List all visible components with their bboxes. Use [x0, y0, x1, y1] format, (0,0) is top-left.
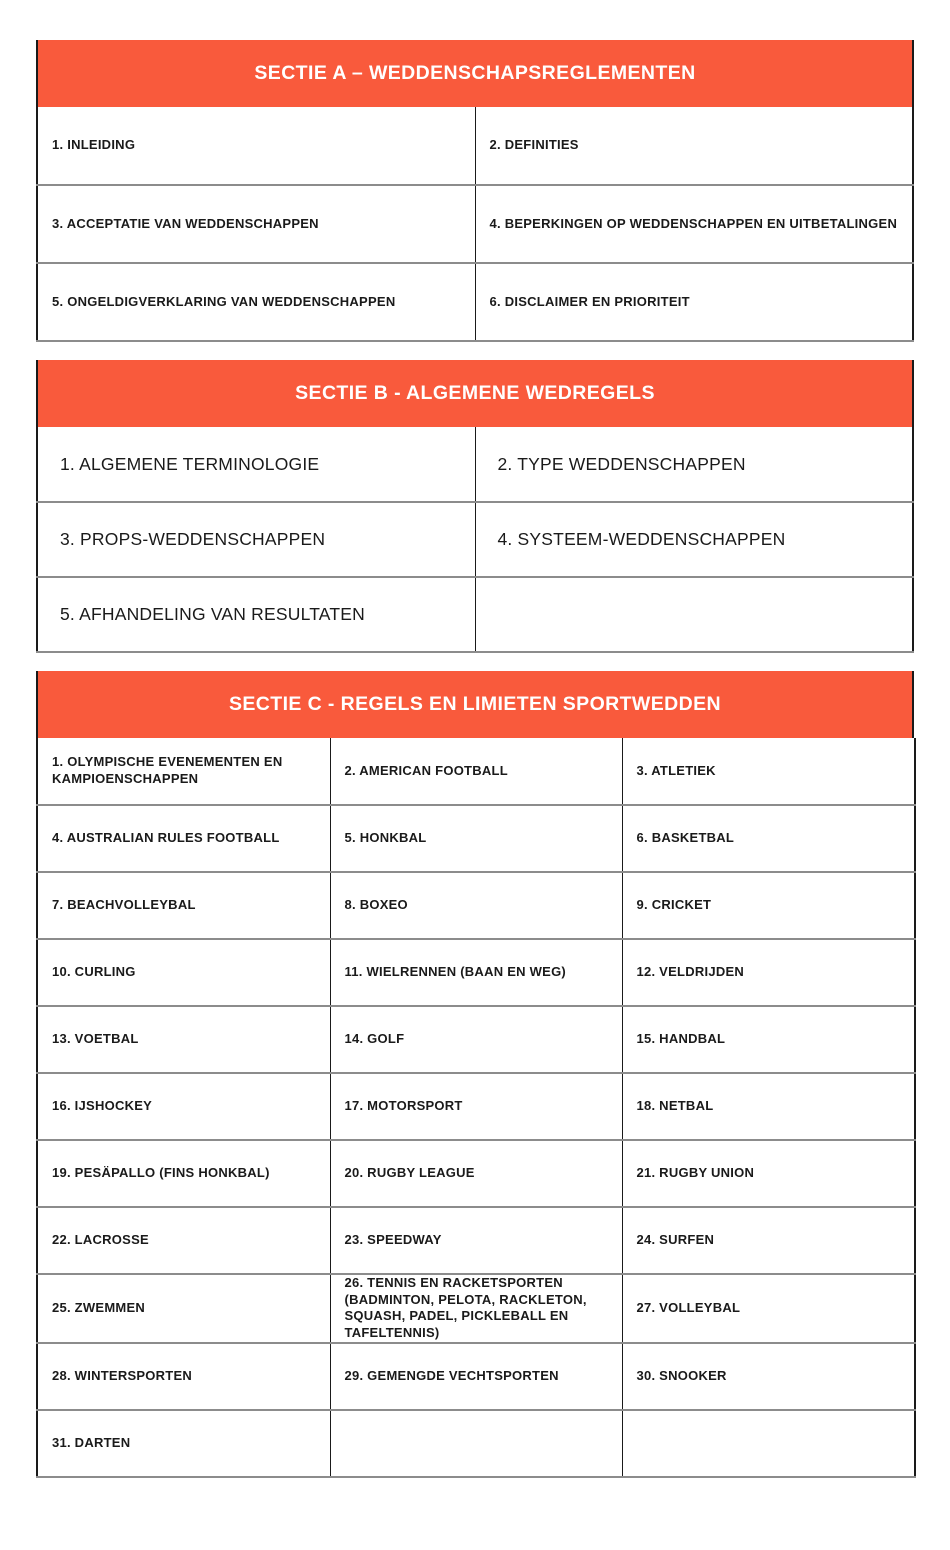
section-a-item-2[interactable] — [475, 107, 913, 185]
table-row — [37, 107, 913, 185]
section-a-item-1[interactable] — [37, 107, 475, 185]
cell-label: 7. BEACHVOLLEYBAL — [52, 897, 196, 913]
cell-label: 1. OLYMPISCHE EVENEMENTEN EN KAMPIOENSCHAPPEN — [52, 754, 283, 786]
cell-label: 3. PROPS-WEDDENSCHAPPEN — [60, 529, 326, 550]
table-row — [37, 577, 913, 652]
cell-label: 10. CURLING — [52, 964, 136, 980]
section-c-item-12[interactable] — [622, 939, 915, 1006]
section-b-item-empty — [475, 577, 913, 652]
cell-label: 15. HANDBAL — [636, 1031, 726, 1047]
table-row — [37, 185, 913, 263]
cell-label: 20. RUGBY LEAGUE — [344, 1165, 475, 1181]
table-row — [37, 1274, 915, 1343]
section-c-item-9[interactable] — [622, 872, 915, 939]
table-row — [37, 1073, 915, 1140]
cell-label: 21. RUGBY UNION — [636, 1165, 755, 1181]
section-a-item-3[interactable] — [37, 185, 475, 263]
cell-label: 13. VOETBAL — [52, 1031, 139, 1047]
table-row — [37, 1343, 915, 1410]
cell-label: 2. DEFINITIES — [489, 137, 579, 153]
section-c-item-29[interactable] — [330, 1343, 622, 1410]
section-c-item-4[interactable] — [37, 805, 330, 872]
section-c-item-7[interactable] — [37, 872, 330, 939]
cell-label: 6. BASKETBAL — [636, 830, 735, 846]
table-row — [37, 939, 915, 1006]
section-c-item-27[interactable] — [622, 1274, 915, 1343]
section-c-item-17[interactable] — [330, 1073, 622, 1140]
section-c-item-30[interactable] — [622, 1343, 915, 1410]
cell-label: 31. DARTEN — [52, 1434, 131, 1450]
cell-label: 3. ACCEPTATIE VAN WEDDENSCHAPPEN — [52, 215, 319, 231]
section-a-header: SECTIE A – WEDDENSCHAPSREGLEMENTEN — [36, 40, 914, 107]
table-row — [37, 502, 913, 577]
cell-label: 9. CRICKET — [636, 897, 712, 913]
section-c-item-5[interactable] — [330, 805, 622, 872]
section-c-item-21[interactable] — [622, 1140, 915, 1207]
section-c-item-1[interactable] — [37, 738, 330, 805]
table-row — [37, 805, 915, 872]
cell-label: 18. NETBAL — [636, 1098, 714, 1114]
section-c-item-empty-2 — [622, 1410, 915, 1477]
section-c-item-20[interactable] — [330, 1140, 622, 1207]
section-c-item-25[interactable] — [37, 1274, 330, 1343]
cell-label: 1. INLEIDING — [52, 137, 136, 153]
section-c-item-24[interactable] — [622, 1207, 915, 1274]
cell-label: 4. AUSTRALIAN RULES FOOTBALL — [52, 830, 280, 846]
section-a — [36, 40, 914, 342]
cell-label: 29. GEMENGDE VECHTSPORTEN — [344, 1367, 559, 1383]
cell-label: 8. BOXEO — [344, 897, 408, 913]
section-b-item-5[interactable] — [37, 577, 475, 652]
cell-label: 27. VOLLEYBAL — [636, 1299, 741, 1315]
section-c-item-14[interactable] — [330, 1006, 622, 1073]
section-c-item-13[interactable] — [37, 1006, 330, 1073]
section-a-item-6[interactable] — [475, 263, 913, 341]
section-c-item-22[interactable] — [37, 1207, 330, 1274]
section-b-item-2[interactable] — [475, 427, 913, 502]
table-row — [37, 1006, 915, 1073]
cell-label: 5. AFHANDELING VAN RESULTATEN — [60, 604, 365, 625]
section-c-item-26[interactable] — [330, 1274, 622, 1343]
section-c-header: SECTIE C - REGELS EN LIMIETEN SPORTWEDDEN — [36, 671, 914, 738]
section-c-item-23[interactable] — [330, 1207, 622, 1274]
cell-label: 5. HONKBAL — [344, 830, 427, 846]
section-c-item-19[interactable] — [37, 1140, 330, 1207]
section-c-item-18[interactable] — [622, 1073, 915, 1140]
cell-label: 16. IJSHOCKEY — [52, 1098, 153, 1114]
section-c-item-8[interactable] — [330, 872, 622, 939]
cell-label: 23. SPEEDWAY — [344, 1232, 442, 1248]
section-a-table — [36, 107, 914, 342]
table-row — [37, 263, 913, 341]
cell-label: 12. VELDRIJDEN — [636, 964, 745, 980]
section-b-header: SECTIE B - ALGEMENE WEDREGELS — [36, 360, 914, 427]
cell-label: 11. WIELRENNEN (BAAN EN WEG) — [344, 964, 567, 980]
table-row — [37, 427, 913, 502]
section-c — [36, 671, 914, 1478]
cell-label: 30. SNOOKER — [636, 1367, 727, 1383]
section-b-item-4[interactable] — [475, 502, 913, 577]
cell-label: 6. DISCLAIMER EN PRIORITEIT — [489, 293, 690, 309]
cell-label: 4. BEPERKINGEN OP WEDDENSCHAPPEN EN UITBETALINGEN — [489, 215, 898, 231]
section-c-item-2[interactable] — [330, 738, 622, 805]
section-c-item-28[interactable] — [37, 1343, 330, 1410]
section-c-item-31[interactable] — [37, 1410, 330, 1477]
section-b-item-1[interactable] — [37, 427, 475, 502]
section-a-item-5[interactable] — [37, 263, 475, 341]
cell-label: 25. ZWEMMEN — [52, 1299, 146, 1315]
section-c-item-6[interactable] — [622, 805, 915, 872]
cell-label: 14. GOLF — [344, 1031, 405, 1047]
section-c-item-11[interactable] — [330, 939, 622, 1006]
section-b — [36, 360, 914, 653]
cell-label: 24. SURFEN — [636, 1232, 715, 1248]
cell-label: 3. ATLETIEK — [636, 762, 716, 778]
section-c-item-empty-1 — [330, 1410, 622, 1477]
table-row — [37, 1207, 915, 1274]
cell-label: 26. TENNIS EN RACKETSPORTEN (BADMINTON, PELOTA, RACKLETON, SQUASH, PADEL, PICKLEBALL EN TAFELTENNIS) — [344, 1275, 587, 1340]
table-row — [37, 1410, 915, 1477]
table-row — [37, 872, 915, 939]
cell-label: 28. WINTERSPORTEN — [52, 1367, 193, 1383]
section-b-table — [36, 427, 914, 653]
section-c-item-15[interactable] — [622, 1006, 915, 1073]
section-c-item-10[interactable] — [37, 939, 330, 1006]
table-row — [37, 738, 915, 805]
cell-label: 17. MOTORSPORT — [344, 1098, 463, 1114]
section-c-item-3[interactable] — [622, 738, 915, 805]
table-row — [37, 1140, 915, 1207]
cell-label: 5. ONGELDIGVERKLARING VAN WEDDENSCHAPPEN — [52, 293, 396, 309]
section-b-item-3[interactable] — [37, 502, 475, 577]
cell-label: 22. LACROSSE — [52, 1232, 149, 1248]
cell-label: 1. ALGEMENE TERMINOLOGIE — [60, 453, 320, 474]
section-c-table — [36, 738, 916, 1478]
cell-label: 2. TYPE WEDDENSCHAPPEN — [497, 453, 746, 474]
section-c-item-16[interactable] — [37, 1073, 330, 1140]
cell-label: 19. PESÄPALLO (FINS HONKBAL) — [52, 1165, 270, 1181]
cell-label: 2. AMERICAN FOOTBALL — [344, 762, 508, 778]
cell-label: 4. SYSTEEM-WEDDENSCHAPPEN — [497, 529, 786, 550]
section-a-item-4[interactable] — [475, 185, 913, 263]
